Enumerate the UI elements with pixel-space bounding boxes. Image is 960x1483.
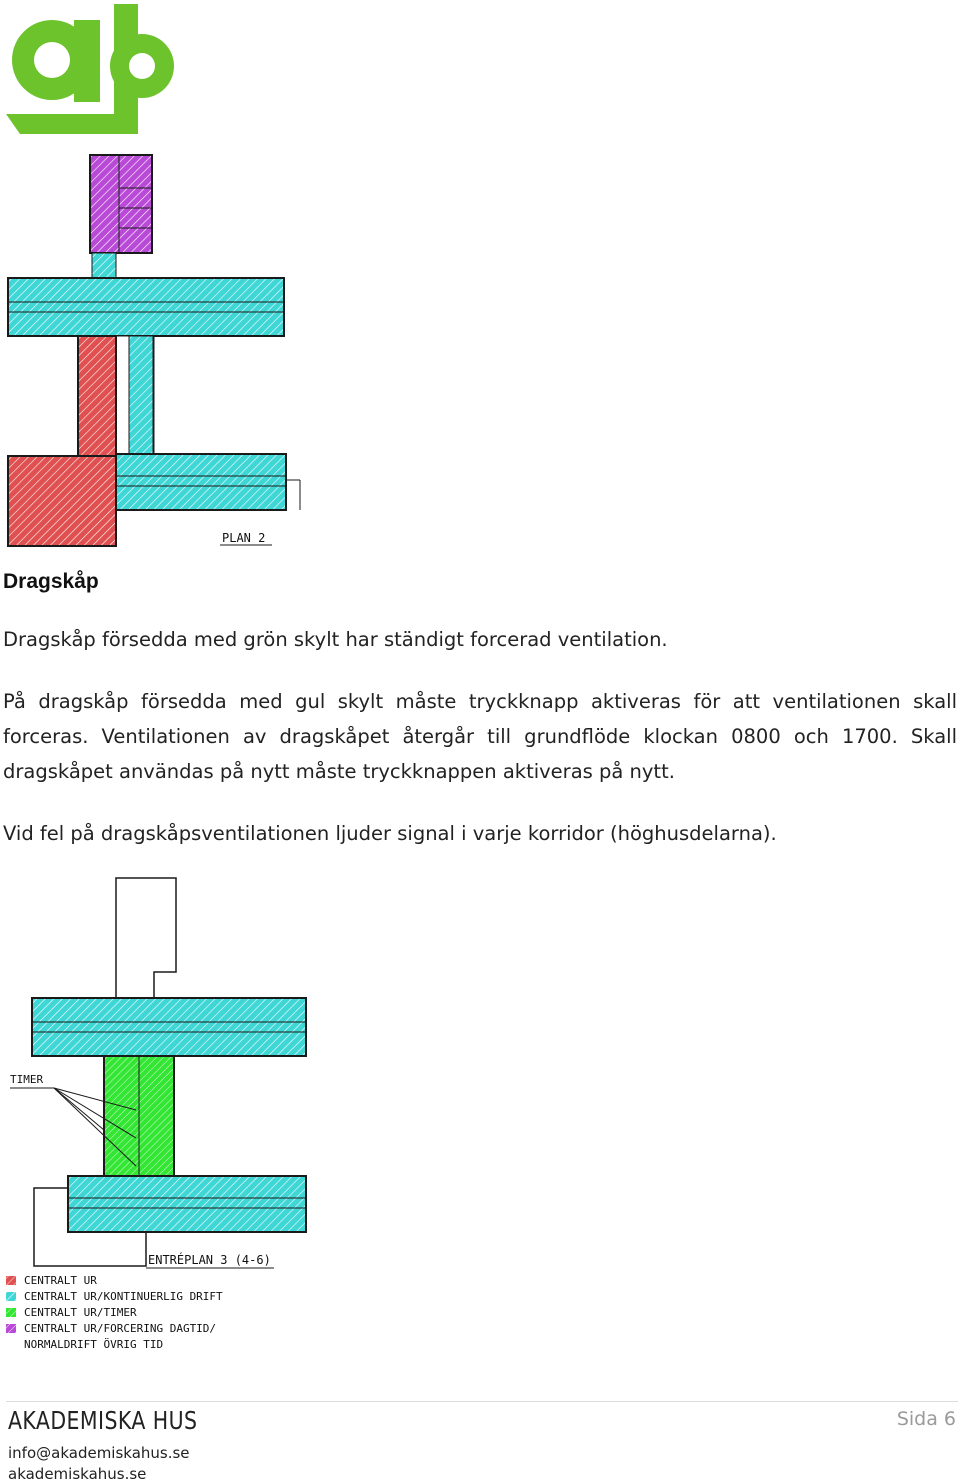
zone-cyan-lower [68,1176,306,1232]
logo-underline [6,114,138,134]
legend-swatch-red [6,1276,16,1285]
legend-swatch-magenta [6,1324,16,1333]
legend-swatch-cyan [6,1292,16,1301]
zone-red-lower [8,456,116,546]
zone-cyan-lower [116,454,286,510]
legend-item-forcing: CENTRALT UR/FORCERING DAGTID/ [24,1322,217,1335]
logo-p-counter [129,53,155,79]
paragraph-alarm-signal: Vid fel på dragskåpsventilationen ljuder signal i varje korridor (höghusdelarna). [3,822,777,845]
footer-divider [6,1401,958,1402]
legend-item-normal: NORMALDRIFT ÖVRIG TID [24,1338,164,1351]
plan-2-label: PLAN 2 [222,531,266,545]
section-heading: Dragskåp [3,570,99,593]
zone-cyan-upper [32,998,306,1056]
building-outline-top [116,878,176,998]
footer-email[interactable]: info@akademiskahus.se [8,1444,190,1462]
timer-label: TIMER [10,1073,44,1086]
floor-plan-3-drawing [4,870,334,1355]
legend [6,1274,223,1351]
floor-plan-plan-2 [4,150,304,555]
zone-red-column [78,336,116,456]
entreplan-label: ENTRÉPLAN 3 (4-6) [148,1253,271,1267]
legend-item-central-ur: CENTRALT UR [24,1274,97,1287]
legend-item-timer: CENTRALT UR/TIMER [24,1306,137,1319]
zone-magenta [90,155,152,253]
legend-item-continuous: CENTRALT UR/KONTINUERLIG DRIFT [24,1290,223,1303]
floor-plan-2-drawing [4,150,304,550]
floor-plan-entreplan-3 [4,870,334,1360]
logo-a-counter [34,42,70,78]
legend-swatch-green [6,1308,16,1317]
zone-cyan-upper [8,278,284,336]
logo-a-stem [74,20,100,102]
page-number: Sida 6 [896,1408,956,1430]
ap-logo-icon [2,2,174,136]
footer-brand: AKADEMISKA HUS [8,1406,198,1435]
footer-website[interactable]: akademiskahus.se [8,1465,147,1483]
paragraph-green-sign: Dragskåp försedda med grön skylt har ständigt forcerad ventilation. [3,628,668,651]
logo [2,2,174,141]
paragraph-yellow-sign: På dragskåp försedda med gul skylt måste tryckknapp aktiveras för att ventilationen skall forceras. Ventilationen av dragskåpet återgår till grundflöde klockan 0800 och 1700. Skall dragskåpet användas på nytt måste tryckknappen aktiveras på nytt. [3,690,957,783]
